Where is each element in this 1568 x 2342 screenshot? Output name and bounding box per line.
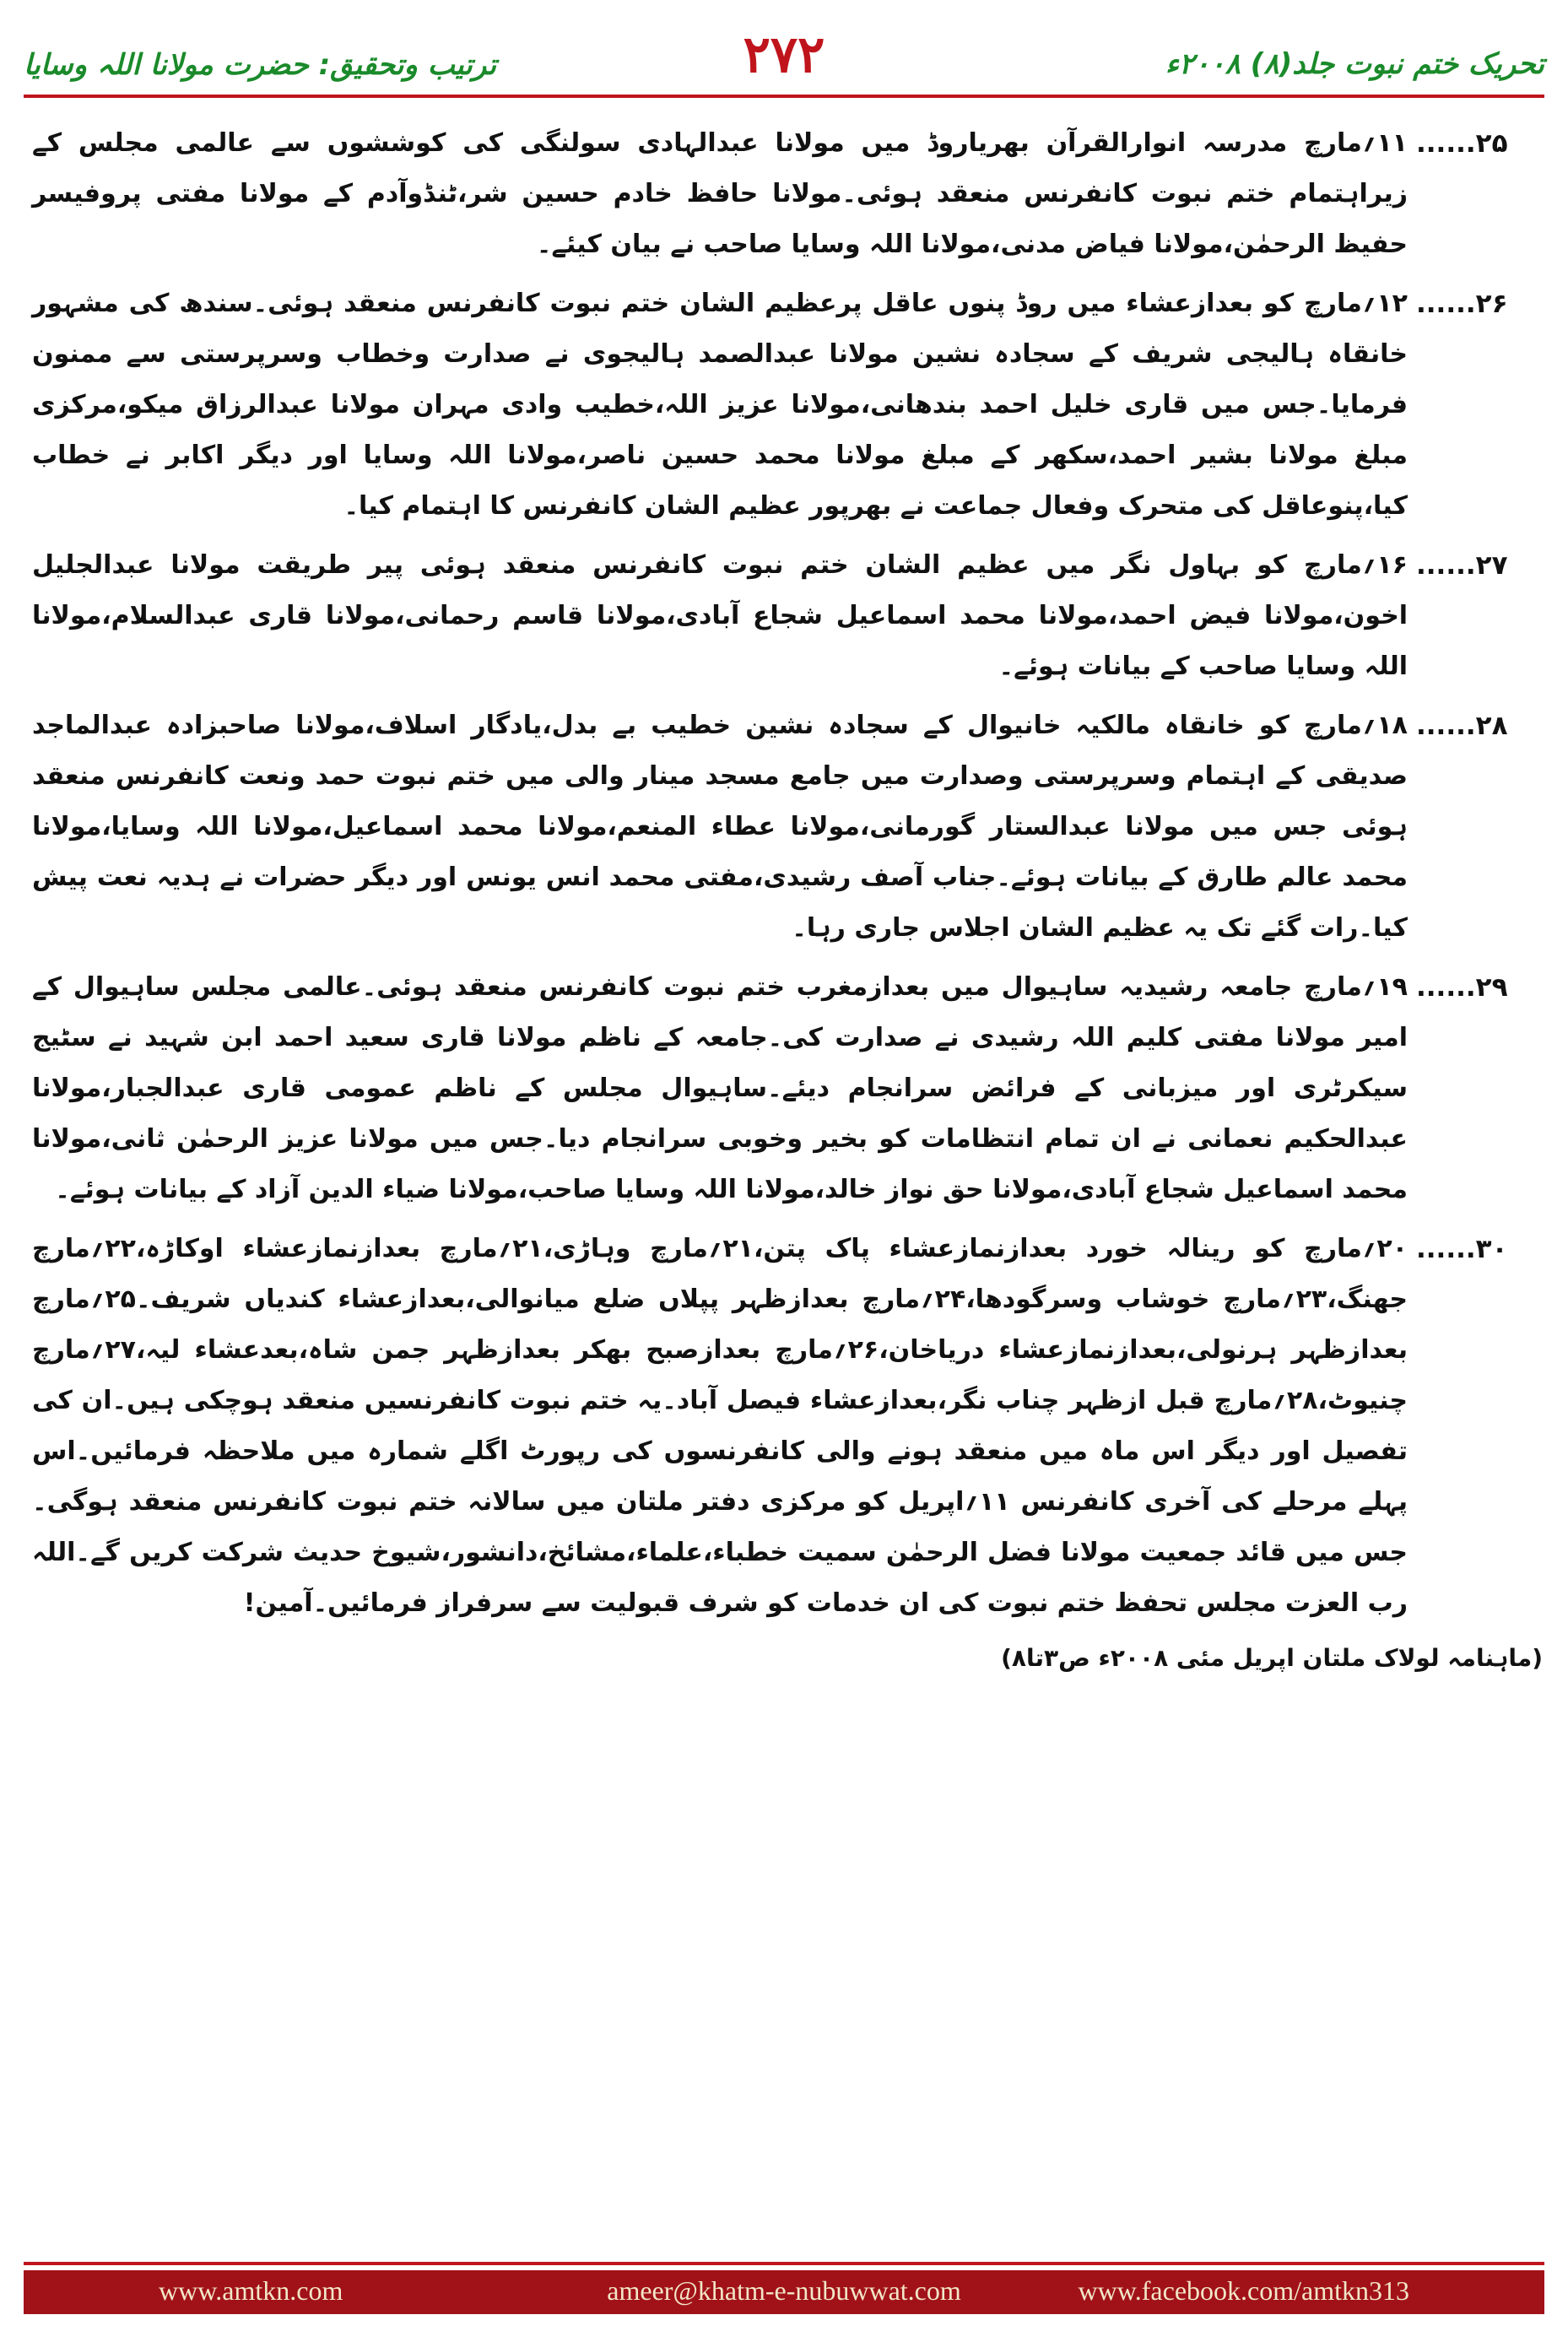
- header-divider: [24, 95, 1544, 98]
- entry-30: [32, 1224, 1543, 1629]
- entry-28: [32, 700, 1543, 954]
- entry-text: ۱۸؍مارچ کو خانقاہ مالکیہ خانیوال کے سجادہ نشین خطیب بے بدل،یادگار اسلاف،مولانا صاحبزادہ عبدالماجد صدیقی کے اہتمام وسرپرستی وصدارت میں جامع مسجد مینار والی میں ختم نبوت حمد ونعت کانفرنس منعقد ہوئی جس میں مولانا عبدالستار گورمانی،مولانا عطاء المنعم،مولانا محمد اسماعیل،مولانا اللہ وسایا،مولانا محمد عالم طارق کے بیانات ہوئے۔جناب آصف رشیدی،مفتی محمد انس یونس اور دیگر حضرات نے ہدیہ نعت پیش کیا۔رات گئے تک یہ عظیم الشان اجلاس جاری رہا۔: [32, 711, 1408, 943]
- entry-25: [32, 118, 1543, 270]
- entry-text: ۲۰؍مارچ کو رینالہ خورد بعدازنمازعشاء پاک پتن،۲۱؍مارچ وہاڑی،۲۱؍مارچ بعدازنمازعشاء اوکاڑہ،۲۲؍مارچ جھنگ،۲۳؍مارچ خوشاب وسرگودھا،۲۴؍مارچ بعدازظہر پپلاں ضلع میانوالی،بعدازعشاء کندیاں شریف۔۲۵؍مارچ بعدازظہر ہرنولی،بعدازنمازعشاء دریاخان،۲۶؍مارچ بعدازصبح بھکر بعدازظہر جمن شاہ،بعدعشاء لیہ،۲۷؍مارچ چنیوٹ،۲۸؍مارچ قبل ازظہر چناب نگر،بعدازعشاء فیصل آباد۔یہ ختم نبوت کانفرنسیں منعقد ہوچکی ہیں۔ان کی تفصیل اور دیگر اس ماہ میں منعقد ہونے والی کانفرنسوں کی رپورٹ اگلے شمارہ میں ملاحظہ فرمائیں۔اس پہلے مرحلے کی آخری کانفرنس ۱۱؍اپریل کو مرکزی دفتر ملتان میں سالانہ ختم نبوت کانفرنس منعقد ہوگی۔جس میں قائد جمعیت مولانا فضل الرحمٰن سمیت خطباء،علماء،مشائخ،دانشور،شیوخ حدیث شرکت کریں گے۔اللہ رب العزت مجلس تحفظ ختم نبوت کی ان خدمات کو شرف قبولیت سے سرفراز فرمائیں۔آمین!: [32, 1234, 1408, 1618]
- entry-29: [32, 962, 1543, 1215]
- entry-26: [32, 279, 1543, 532]
- header-compiler: ترتیب وتحقیق: حضرت مولانا اللہ وسایا: [24, 48, 497, 82]
- page-content: [32, 118, 1543, 1679]
- header-book-title: تحریک ختم نبوت جلد(۸) ۲۰۰۸ء: [1165, 47, 1544, 81]
- page-number: ۲۷۲: [743, 25, 825, 84]
- source-citation: (ماہنامہ لولاک ملتان اپریل مئی ۲۰۰۸ء ص۳تا۸): [1001, 1644, 1543, 1672]
- entry-text: ۱۹؍مارچ جامعہ رشیدیہ ساہیوال میں بعدازمغرب ختم نبوت کانفرنس منعقد ہوئی۔عالمی مجلس ساہیوال کے امیر مولانا مفتی کلیم اللہ رشیدی نے صدارت کی۔جامعہ کے ناظم مولانا قاری سعید احمد ابن شہید نے سٹیج سیکرٹری اور میزبانی کے فرائض سرانجام دیئے۔ساہیوال مجلس کے ناظم عمومی قاری عبدالجبار،مولانا عبدالحکیم نعمانی نے ان تمام انتظامات کو بخیر وخوبی سرانجام دیا۔جس میں مولانا عزیز الرحمٰن ثانی،مولانا محمد اسماعیل شجاع آبادی،مولانا حق نواز خالد،مولانا اللہ وسایا صاحب،مولانا ضیاء الدین آزاد کے بیانات ہوئے۔: [32, 972, 1408, 1204]
- entry-number: ۲۵......: [1416, 128, 1508, 159]
- entry-text: ۱۲؍مارچ کو بعدازعشاء میں روڈ پنوں عاقل پرعظیم الشان ختم نبوت کانفرنس منعقد ہوئی۔سندھ کی مشہور خانقاہ ہالیجی شریف کے سجادہ نشین مولانا عبدالصمد ہالیجوی نے صدارت وخطاب وسرپرستی سے ممنون فرمایا۔جس میں قاری خلیل احمد بندھانی،مولانا عزیز اللہ،خطیب وادی مہران مولانا عبدالرزاق میکو،مرکزی مبلغ مولانا بشیر احمد،سکھر کے مبلغ مولانا محمد حسین ناصر،مولانا اللہ وسایا اور دیگر اکابر نے خطاب کیا،پنوعاقل کی متحرک وفعال جماعت نے بھرپور عظیم الشان کانفرنس کا اہتمام کیا۔: [32, 289, 1408, 521]
- entry-number: ۲۷......: [1416, 550, 1508, 581]
- facebook-link[interactable]: www.facebook.com/amtkn313: [1078, 2275, 1409, 2306]
- page-footer: [24, 2270, 1544, 2314]
- entry-number: ۲۹......: [1416, 972, 1508, 1003]
- entry-text: ۱۶؍مارچ کو بہاول نگر میں عظیم الشان ختم نبوت کانفرنس منعقد ہوئی پیر طریقت مولانا عبدالجلیل اخون،مولانا فیض احمد،مولانا محمد اسماعیل شجاع آبادی،مولانا قاسم رحمانی،مولانا قاری عبدالسلام،مولانا اللہ وسایا صاحب کے بیانات ہوئے۔: [32, 550, 1408, 681]
- entry-number: ۲۶......: [1416, 289, 1508, 319]
- website-link[interactable]: www.amtkn.com: [159, 2275, 343, 2306]
- entry-text: ۱۱؍مارچ مدرسہ انوارالقرآن بھریاروڈ میں مولانا عبدالہادی سولنگی کی کوششوں سے عالمی مجلس کے زیراہتمام ختم نبوت کانفرنس منعقد ہوئی۔مولانا حافظ خادم حسین شر،ٹنڈوآدم کے مولانا مفتی پروفیسر حفیظ الرحمٰن،مولانا فیاض مدنی،مولانا اللہ وسایا صاحب نے بیان کیئے۔: [32, 128, 1408, 259]
- entry-number: ۳۰......: [1416, 1234, 1508, 1264]
- email-link[interactable]: ameer@khatm-e-nubuwwat.com: [607, 2275, 961, 2306]
- entry-number: ۲۸......: [1416, 711, 1508, 741]
- footer-divider: [24, 2262, 1544, 2265]
- page-header: [24, 25, 1544, 93]
- entry-27: [32, 540, 1543, 692]
